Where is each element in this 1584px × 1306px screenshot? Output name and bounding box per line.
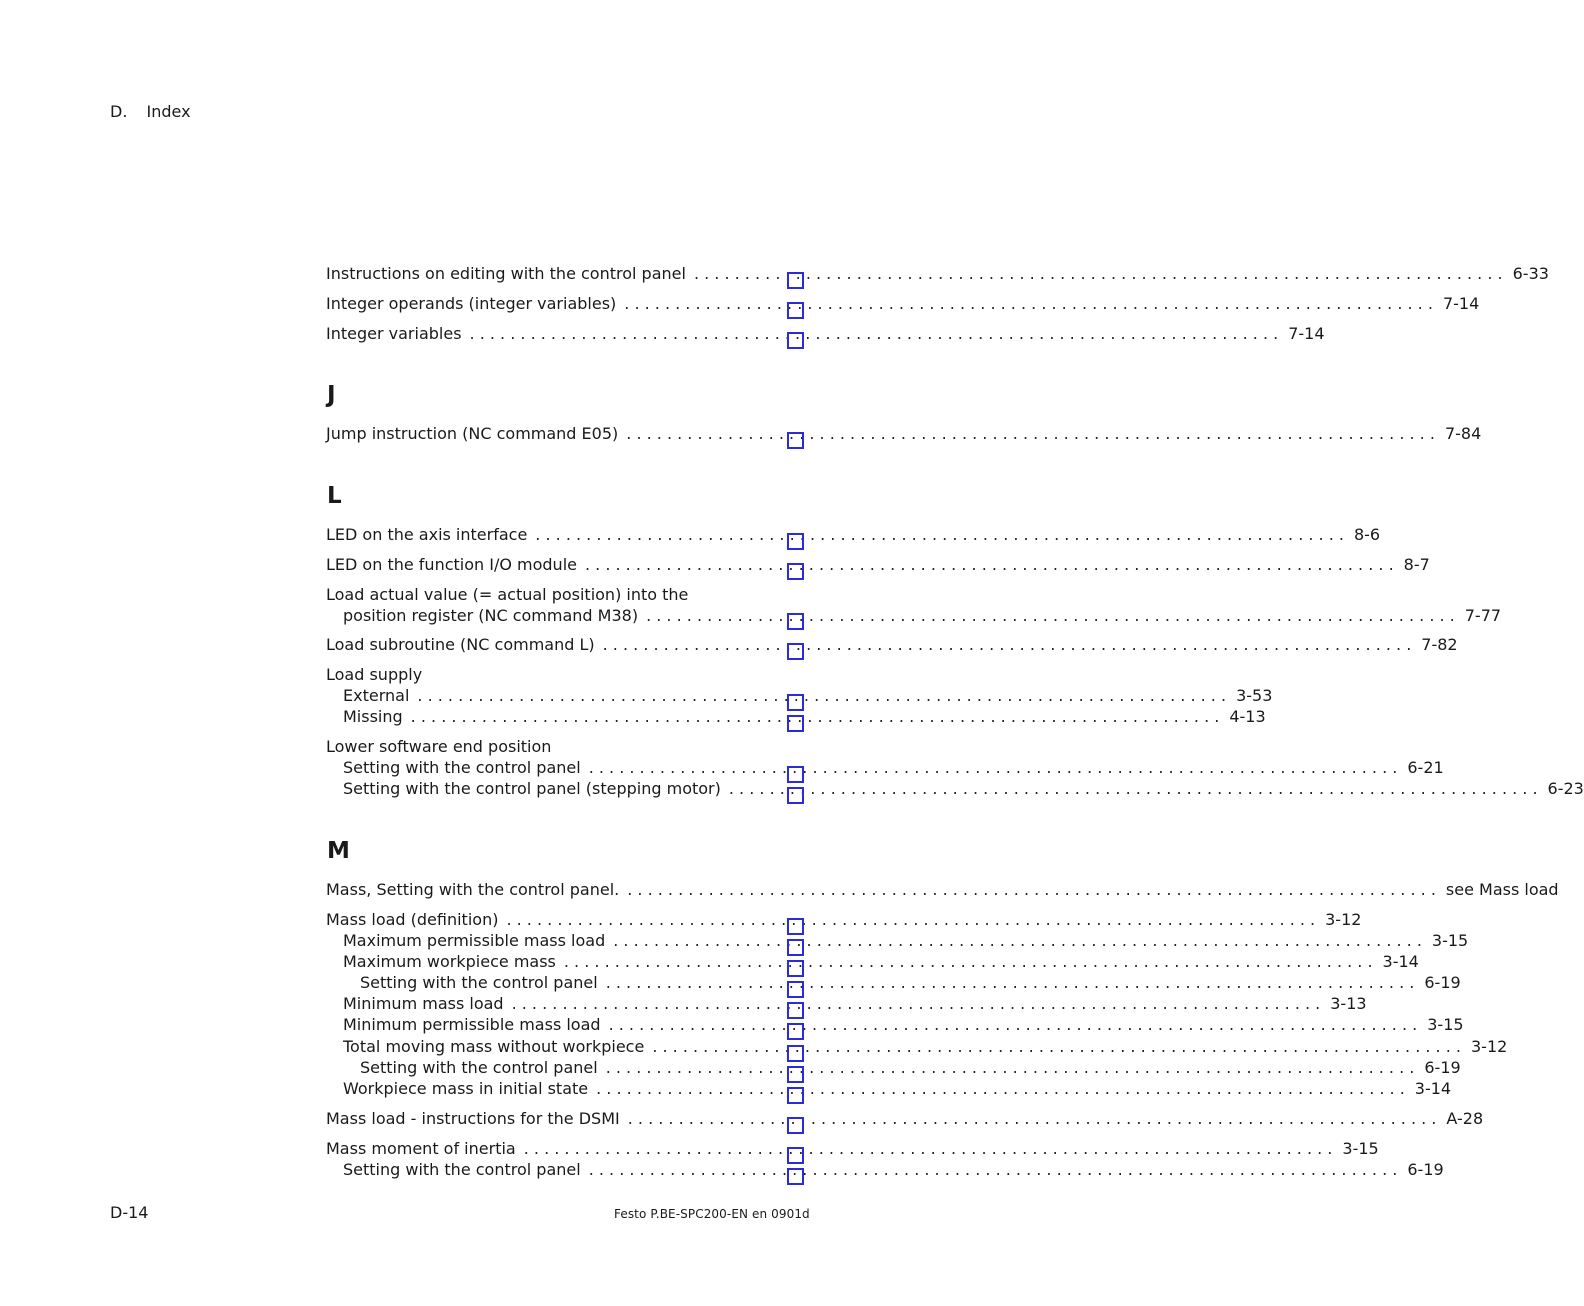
entry-page: 7-14 [1288,324,1325,343]
page-link-box[interactable] [787,787,804,804]
leader-dots: . . . . . . . . . . . . . . . . . . . . . . . . . . . . . . . . . . . . . . . . . . . . . . . . . . . . . . . . . . . . . . . . . . . . . . . . . . . . . . . . [693,264,1503,283]
leader-dots: . . . . . . . . . . . . . . . . . . . . . . . . . . . . . . . . . . . . . . . . . . . . . . . . . . . . . . . . . . . . . . . . . . . . . . . . . . . . . . . . [584,555,1394,574]
index-subentry [343,931,1469,952]
entry-page: 7-77 [1464,606,1502,625]
entry-text: Setting with the control panel [360,973,598,992]
leader-dots: . . . . . . . . . . . . . . . . . . . . . . . . . . . . . . . . . . . . . . . . . . . . . . . . . . . . . . . . . . . . . . . . . . . . . . . . . . . . . . . . [627,880,1436,899]
leader-dots: . . . . . . . . . . . . . . . . . . . . . . . . . . . . . . . . . . . . . . . . . . . . . . . . . . . . . . . . . . . . . . . . . . . . . . . . . . . . . . . . [613,931,1422,950]
entry-page: 3-12 [1470,1037,1508,1056]
page-link-box[interactable] [787,302,804,319]
entry-page: 3-53 [1236,686,1273,705]
leader-dots: . . . . . . . . . . . . . . . . . . . . . . . . . . . . . . . . . . . . . . . . . . . . . . . . . . . . . . . . . . . . . . . . . . . . . . . . . . . . . . . . [563,952,1373,971]
header-title: Index [146,102,191,121]
entry-text: Integer variables [326,324,462,343]
page-link-box[interactable] [787,432,804,449]
running-header [110,102,191,121]
entry-text: Maximum permissible mass load [343,931,606,950]
index-subsubentry [360,1058,1461,1079]
index-subentry [343,952,1419,973]
entry-text: Setting with the control panel [360,1058,598,1077]
leader-dots: . . . . . . . . . . . . . . . . . . . . . . . . . . . . . . . . . . . . . . . . . . . . . . . . . . . . . . . . . . . . . . . . . . . . . . . . . . . . . . . . [602,635,1412,654]
entry-page: 6-19 [1424,1058,1461,1077]
index-subentry [343,1160,1444,1181]
leader-dots: . . . . . . . . . . . . . . . . . . . . . . . . . . . . . . . . . . . . . . . . . . . . . . . . . . . . . . . . . . . . . . . . . . . . . . . . . . . . . . . . [588,1160,1398,1179]
index-entry [326,525,1381,546]
entry-page: 3-14 [1414,1079,1452,1098]
entry-text: Missing [343,707,403,726]
entry-text: Mass moment of inertia [326,1139,516,1158]
page-link-box[interactable] [787,1168,804,1185]
index-entry [326,737,793,758]
entry-text: Jump instruction (NC command E05) [326,424,619,443]
entry-page: 3-13 [1330,994,1367,1013]
entry-text: Minimum permissible mass load [343,1015,601,1034]
entry-text: Load supply [326,665,423,684]
page-link-box[interactable] [787,1117,804,1134]
entry-page: 6-21 [1407,758,1444,777]
leader-dots: . . . . . . . . . . . . . . . . . . . . . . . . . . . . . . . . . . . . . . . . . . . . . . . . . . . . . . . . . . . . . . . . . . . . . . . . . . . . . . . . [410,707,1220,726]
leader-dots: . . . . . . . . . . . . . . . . . . . . . . . . . . . . . . . . . . . . . . . . . . . . . . . . . . . . . . . . . . . . . . . . . . . . . . . . . . . . . . . . [605,1058,1415,1077]
entry-see-reference: see Mass load [1445,880,1559,899]
page-link-box[interactable] [787,643,804,660]
page-link-box[interactable] [787,332,804,349]
page-link-box[interactable] [787,715,804,732]
entry-text: Load actual value (= actual position) into the [326,585,689,604]
leader-dots: . . . . . . . . . . . . . . . . . . . . . . . . . . . . . . . . . . . . . . . . . . . . . . . . . . . . . . . . . . . . . . . . . . . . . . . . . . . . . . . . [535,525,1344,544]
leader-dots: . . . . . . . . . . . . . . . . . . . . . . . . . . . . . . . . . . . . . . . . . . . . . . . . . . . . . . . . . . . . . . . . . . . . . . . . . . . . . . . . [728,779,1538,798]
page-link-box[interactable] [787,1087,804,1104]
entry-page: 7-82 [1421,635,1458,654]
footer-page-number: D-14 [110,1203,149,1222]
index-entry [326,910,1362,931]
page-link-box[interactable] [787,533,804,550]
index-subentry [343,606,1502,627]
index-letter-heading: J [327,382,336,408]
entry-page: 3-14 [1382,952,1419,971]
entry-page: A-28 [1446,1109,1484,1128]
index-entry [326,635,1458,656]
entry-page: 4-13 [1229,707,1266,726]
index-entry [326,665,793,686]
entry-text: Mass load - instructions for the DSMI [326,1109,620,1128]
index-subentry [343,779,1584,800]
index-subentry [343,686,1273,707]
header-section: D. [110,102,128,121]
page-link-box[interactable] [787,613,804,630]
index-letter-heading: L [327,483,342,509]
index-subentry [343,1079,1452,1100]
entry-text: Total moving mass without workpiece [343,1037,645,1056]
leader-dots: . . . . . . . . . . . . . . . . . . . . . . . . . . . . . . . . . . . . . . . . . . . . . . . . . . . . . . . . . . . . . . . . . . . . . . . . . . . . . . . . [626,424,1435,443]
entry-text: Instructions on editing with the control panel [326,264,686,283]
entry-text: Integer operands (integer variables) [326,294,617,313]
entry-text: Setting with the control panel [343,758,581,777]
index-entry [326,585,793,606]
leader-dots: . . . . . . . . . . . . . . . . . . . . . . . . . . . . . . . . . . . . . . . . . . . . . . . . . . . . . . . . . . . . . . . . . . . . . . . . . . . . . . . . [469,324,1279,343]
entry-text: Setting with the control panel [343,1160,581,1179]
leader-dots: . . . . . . . . . . . . . . . . . . . . . . . . . . . . . . . . . . . . . . . . . . . . . . . . . . . . . . . . . . . . . . . . . . . . . . . . . . . . . . . . [627,1109,1437,1128]
entry-page: 7-14 [1442,294,1480,313]
leader-dots: . . . . . . . . . . . . . . . . . . . . . . . . . . . . . . . . . . . . . . . . . . . . . . . . . . . . . . . . . . . . . . . . . . . . . . . . . . . . . . . . [523,1139,1333,1158]
entry-text: Workpiece mass in initial state [343,1079,589,1098]
index-subentry [343,1037,1508,1058]
entry-page: 6-23 [1547,779,1584,798]
index-entry [326,264,1549,285]
index-subentry [343,707,1266,728]
index-entry [326,1139,1379,1160]
leader-dots: . . . . . . . . . . . . . . . . . . . . . . . . . . . . . . . . . . . . . . . . . . . . . . . . . . . . . . . . . . . . . . . . . . . . . . . . . . . . . . . . [511,994,1321,1013]
entry-page: 8-7 [1403,555,1430,574]
index-entry [326,880,1559,901]
leader-dots: . . . . . . . . . . . . . . . . . . . . . . . . . . . . . . . . . . . . . . . . . . . . . . . . . . . . . . . . . . . . . . . . . . . . . . . . . . . . . . . . [608,1015,1418,1034]
entry-text: External [343,686,410,705]
entry-page: 6-33 [1512,264,1549,283]
leader-dots: . . . . . . . . . . . . . . . . . . . . . . . . . . . . . . . . . . . . . . . . . . . . . . . . . . . . . . . . . . . . . . . . . . . . . . . . . . . . . . . . [605,973,1415,992]
entry-page: 3-15 [1431,931,1469,950]
leader-dots: . . . . . . . . . . . . . . . . . . . . . . . . . . . . . . . . . . . . . . . . . . . . . . . . . . . . . . . . . . . . . . . . . . . . . . . . . . . . . . . . [588,758,1398,777]
index-entry [326,324,1325,345]
entry-text: Lower software end position [326,737,552,756]
entry-text: LED on the axis interface [326,525,528,544]
entry-text: Minimum mass load [343,994,504,1013]
entry-text: Setting with the control panel (stepping motor) [343,779,721,798]
entry-text: Load subroutine (NC command L) [326,635,595,654]
page-link-box[interactable] [787,272,804,289]
entry-text: Maximum workpiece mass [343,952,556,971]
entry-text: Mass, Setting with the control panel. [326,880,620,899]
entry-text: position register (NC command M38) [343,606,639,625]
index-subentry [343,994,1367,1015]
leader-dots: . . . . . . . . . . . . . . . . . . . . . . . . . . . . . . . . . . . . . . . . . . . . . . . . . . . . . . . . . . . . . . . . . . . . . . . . . . . . . . . . [652,1037,1461,1056]
entry-page: 6-19 [1424,973,1461,992]
index-entry [326,555,1430,576]
leader-dots: . . . . . . . . . . . . . . . . . . . . . . . . . . . . . . . . . . . . . . . . . . . . . . . . . . . . . . . . . . . . . . . . . . . . . . . . . . . . . . . . [646,606,1455,625]
index-entry [326,424,1482,445]
entry-page: 3-15 [1427,1015,1464,1034]
footer-publisher: Festo P.BE-SPC200-EN en 0901d [614,1207,810,1221]
page-link-box[interactable] [787,563,804,580]
entry-page: 8-6 [1353,525,1381,544]
index-entry [326,294,1480,315]
index-subentry [343,1015,1464,1036]
index-subsubentry [360,973,1461,994]
leader-dots: . . . . . . . . . . . . . . . . . . . . . . . . . . . . . . . . . . . . . . . . . . . . . . . . . . . . . . . . . . . . . . . . . . . . . . . . . . . . . . . . [596,1079,1405,1098]
entry-text: LED on the function I/O module [326,555,577,574]
entry-page: 3-12 [1325,910,1362,929]
leader-dots: . . . . . . . . . . . . . . . . . . . . . . . . . . . . . . . . . . . . . . . . . . . . . . . . . . . . . . . . . . . . . . . . . . . . . . . . . . . . . . . . [417,686,1227,705]
entry-page: 7-84 [1444,424,1482,443]
entry-page: 6-19 [1407,1160,1444,1179]
leader-dots: . . . . . . . . . . . . . . . . . . . . . . . . . . . . . . . . . . . . . . . . . . . . . . . . . . . . . . . . . . . . . . . . . . . . . . . . . . . . . . . . [506,910,1316,929]
index-letter-heading: M [327,838,350,864]
entry-page: 3-15 [1342,1139,1379,1158]
index-entry [326,1109,1484,1130]
entry-text: Mass load (definition) [326,910,499,929]
index-subentry [343,758,1444,779]
leader-dots: . . . . . . . . . . . . . . . . . . . . . . . . . . . . . . . . . . . . . . . . . . . . . . . . . . . . . . . . . . . . . . . . . . . . . . . . . . . . . . . . [624,294,1433,313]
